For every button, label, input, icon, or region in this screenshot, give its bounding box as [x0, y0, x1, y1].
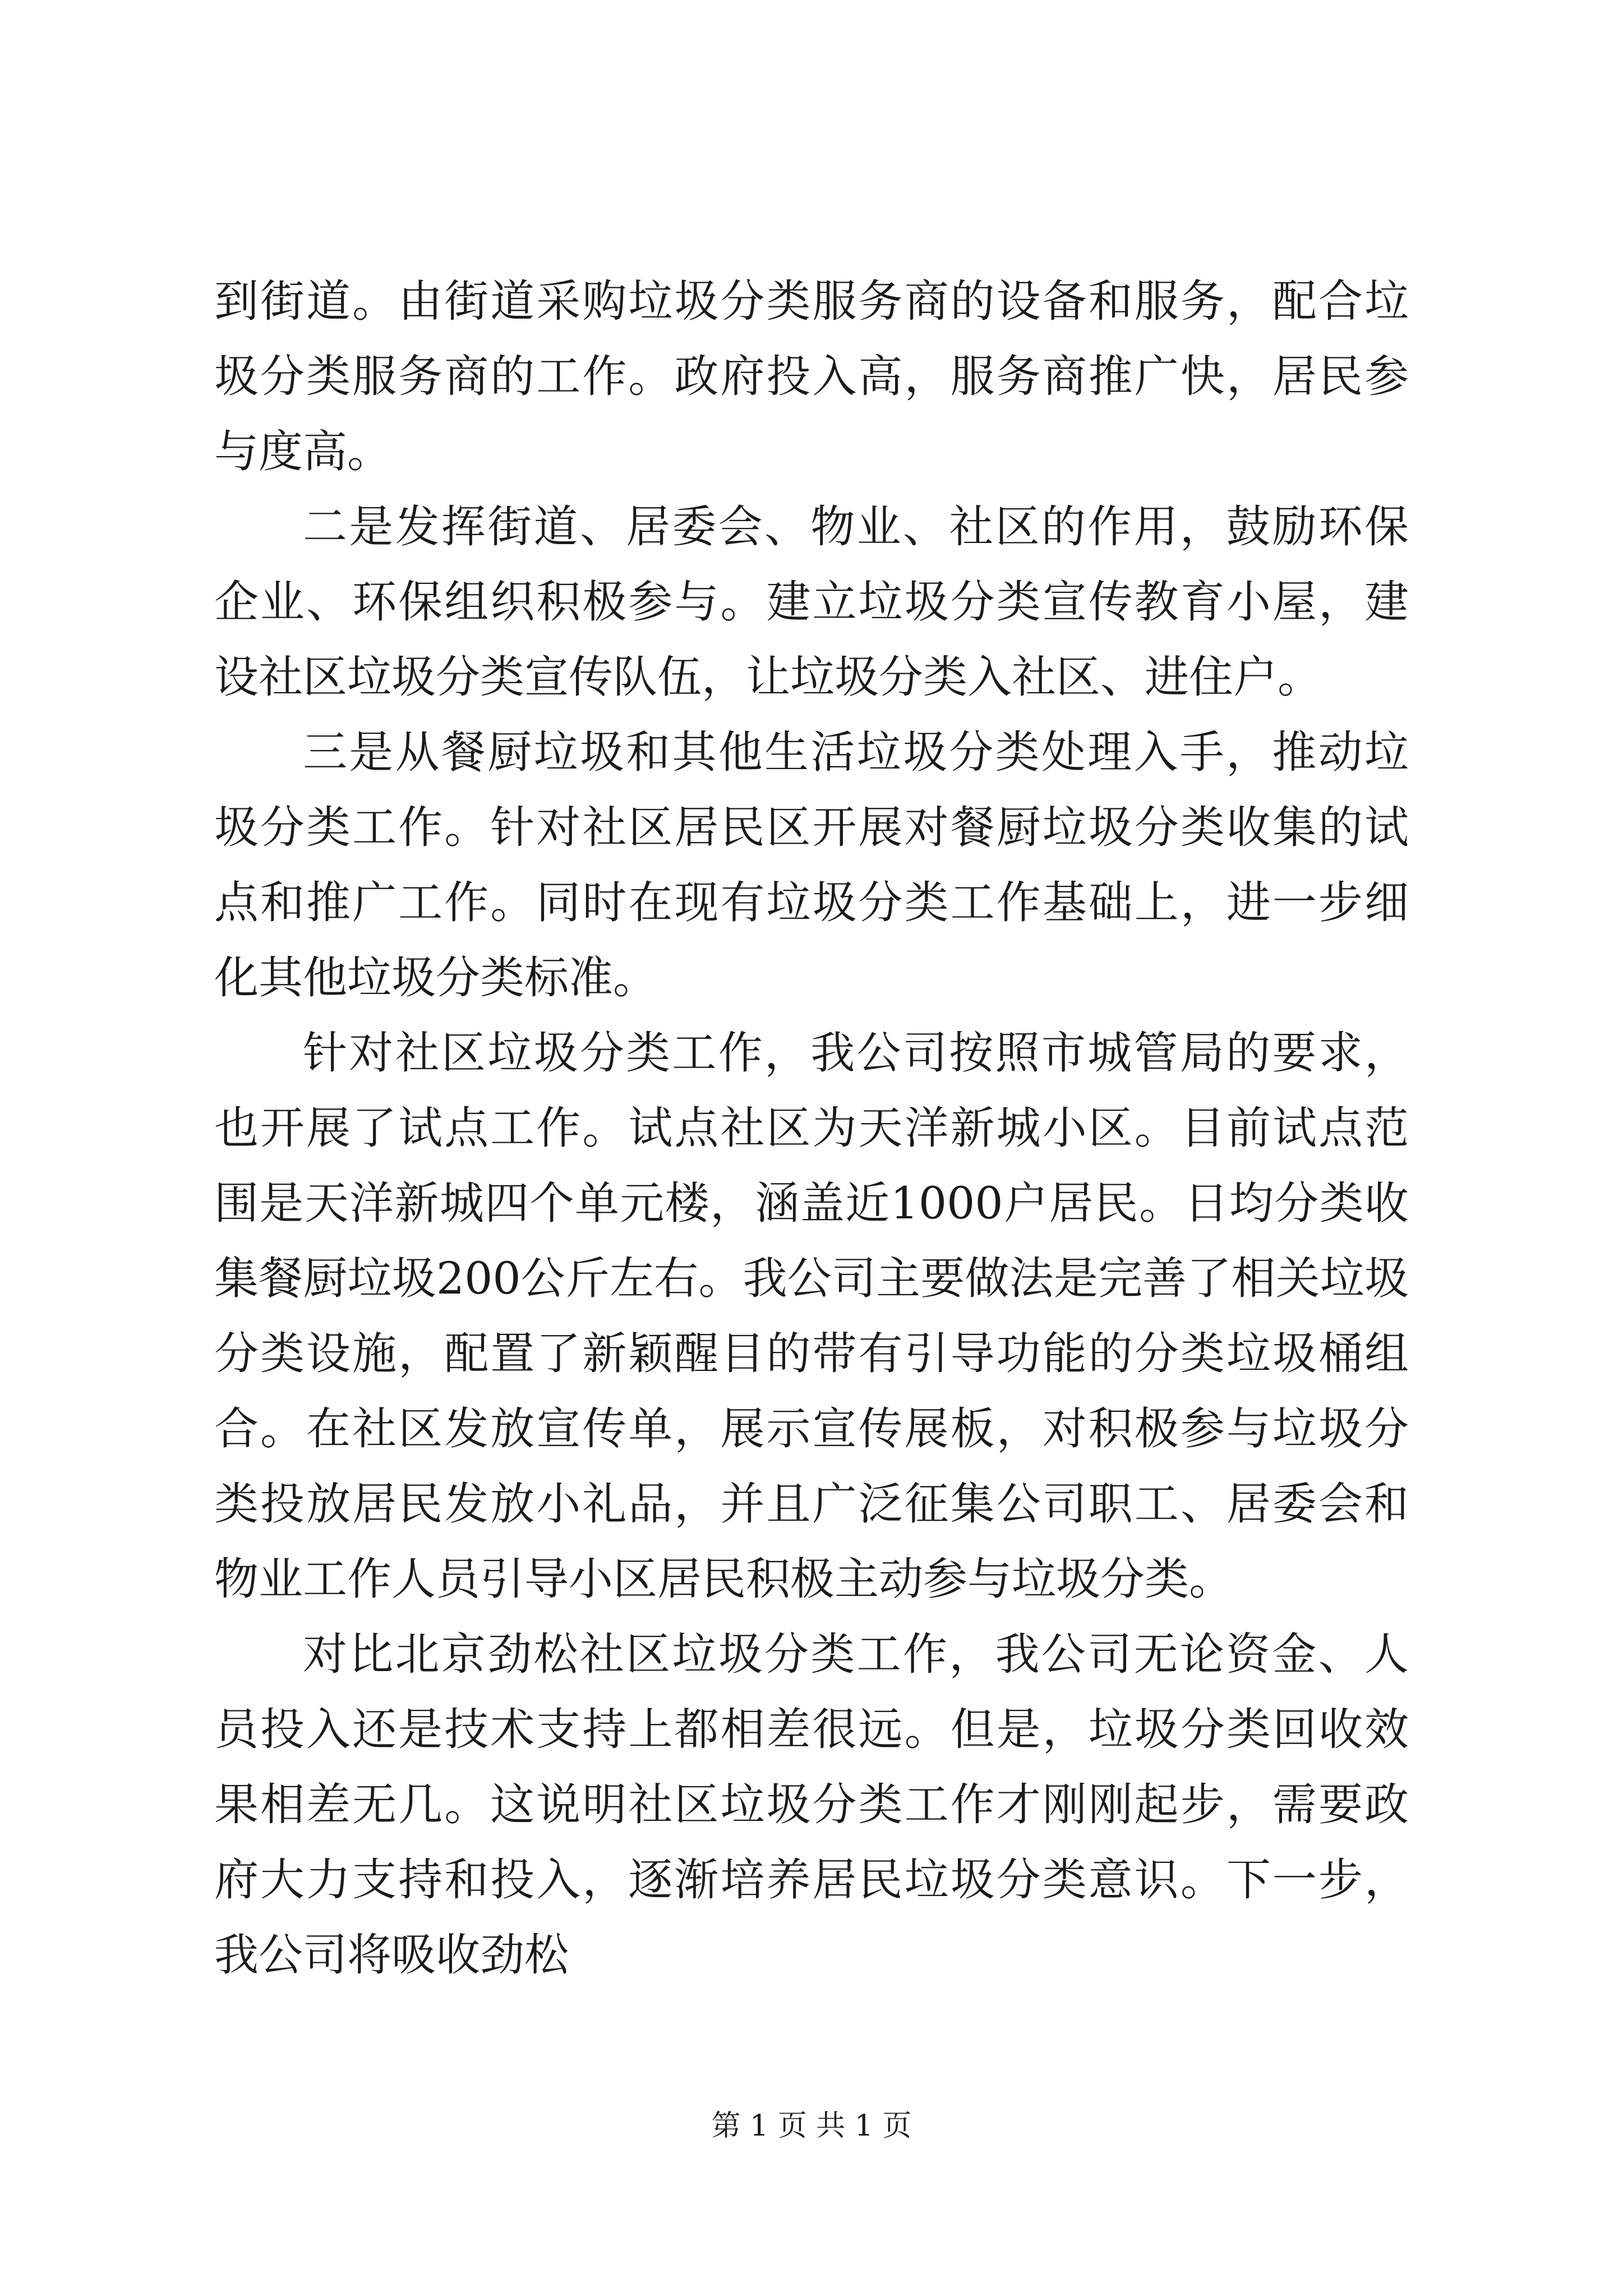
paragraph-4: 针对社区垃圾分类工作，我公司按照市城管局的要求，也开展了试点工作。试点社区为天洋新城小区。目前试点范围是天洋新城四个单元楼，涵盖近1000户居民。日均分类收集餐厨垃圾200公斤左右。我公司主要做法是完善了相关垃圾分类设施，配置了新颖醒目的带有引导功能的分类垃圾桶组合。在社区发放宣传单，展示宣传展板，对积极参与垃圾分类投放居民发放小礼品，并且广泛征集公司职工、居委会和物业工作人员引导小区居民积极主动参与垃圾分类。: [214, 1027, 1409, 1605]
paragraph-1: 到街道。由街道采购垃圾分类服务商的设备和服务，配合垃圾分类服务商的工作。政府投入高，服务商推广快，居民参与度高。: [214, 275, 1409, 477]
paragraph-5: 对比北京劲松社区垃圾分类工作，我公司无论资金、人员投入还是技术支持上都相差很远。但是，垃圾分类回收效果相差无几。这说明社区垃圾分类工作才刚刚起步，需要政府大力支持和投入，逐渐培养居民垃圾分类意识。下一步，我公司将吸收劲松: [214, 1628, 1409, 1981]
paragraph-3: 三是从餐厨垃圾和其他生活垃圾分类处理入手，推动垃圾分类工作。针对社区居民区开展对餐厨垃圾分类收集的试点和推广工作。同时在现有垃圾分类工作基础上，进一步细化其他垃圾分类标准。: [214, 726, 1409, 1004]
page-footer: 第 1 页 共 1 页: [711, 2109, 912, 2143]
paragraph-2: 二是发挥街道、居委会、物业、社区的作用，鼓励环保企业、环保组织积极参与。建立垃圾分类宣传教育小屋，建设社区垃圾分类宣传队伍，让垃圾分类入社区、进住户。: [214, 501, 1409, 703]
document-body: [214, 264, 1409, 1993]
